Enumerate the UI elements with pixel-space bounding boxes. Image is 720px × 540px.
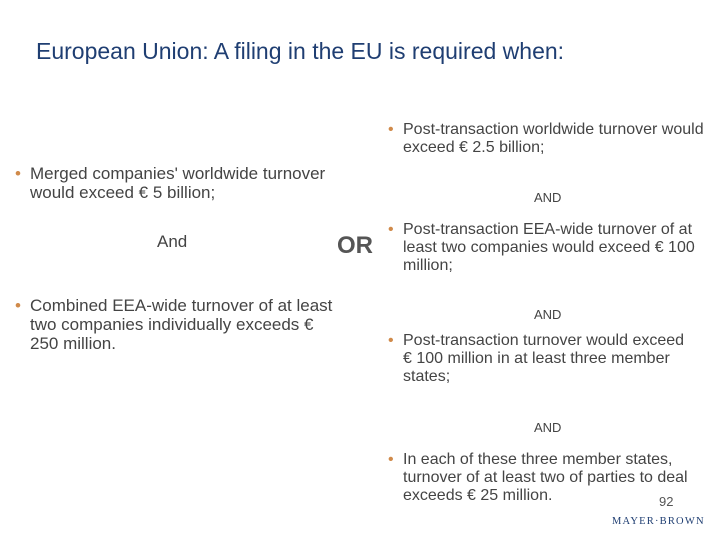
right-bullet-2 — [388, 221, 706, 275]
right-bullet-3 — [388, 332, 693, 386]
bullet-icon: • — [15, 296, 21, 315]
left-connector: And — [157, 232, 188, 251]
bullet-icon: • — [388, 121, 394, 138]
slide-title: European Union: A filing in the EU is required when: — [36, 38, 565, 64]
and-label-3: AND — [534, 420, 562, 435]
bullet-icon: • — [388, 451, 394, 468]
right-bullet-1 — [388, 121, 708, 157]
mayer-brown-logo: MAYER·BROWN — [612, 516, 705, 527]
left-item-2-text: Combined EEA-wide turnover of at least two companies individually exceeds € 250 million. — [30, 296, 333, 353]
bullet-icon: • — [15, 164, 21, 183]
and-label-2: AND — [534, 307, 562, 322]
page-number: 92 — [659, 494, 674, 509]
bullet-icon: • — [388, 332, 394, 349]
left-bullet-2 — [15, 296, 335, 353]
right-item-2-text: Post-transaction EEA-wide turnover of at least two companies would exceed € 100 million; — [403, 221, 695, 274]
left-item-1-text: Merged companies' worldwide turnover would exceed € 5 billion; — [30, 164, 326, 202]
right-item-1-text: Post-transaction worldwide turnover would exceed € 2.5 billion; — [403, 121, 704, 156]
left-bullet-1 — [15, 164, 330, 202]
bullet-icon: • — [388, 221, 394, 238]
right-item-4-text: In each of these three member states, turnover of at least two of parties to deal exceeds € 25 million. — [403, 451, 688, 504]
right-item-3-text: Post-transaction turnover would exceed € 100 million in at least three member states; — [403, 332, 685, 385]
or-label: OR — [337, 232, 373, 259]
and-label-1: AND — [534, 190, 562, 205]
